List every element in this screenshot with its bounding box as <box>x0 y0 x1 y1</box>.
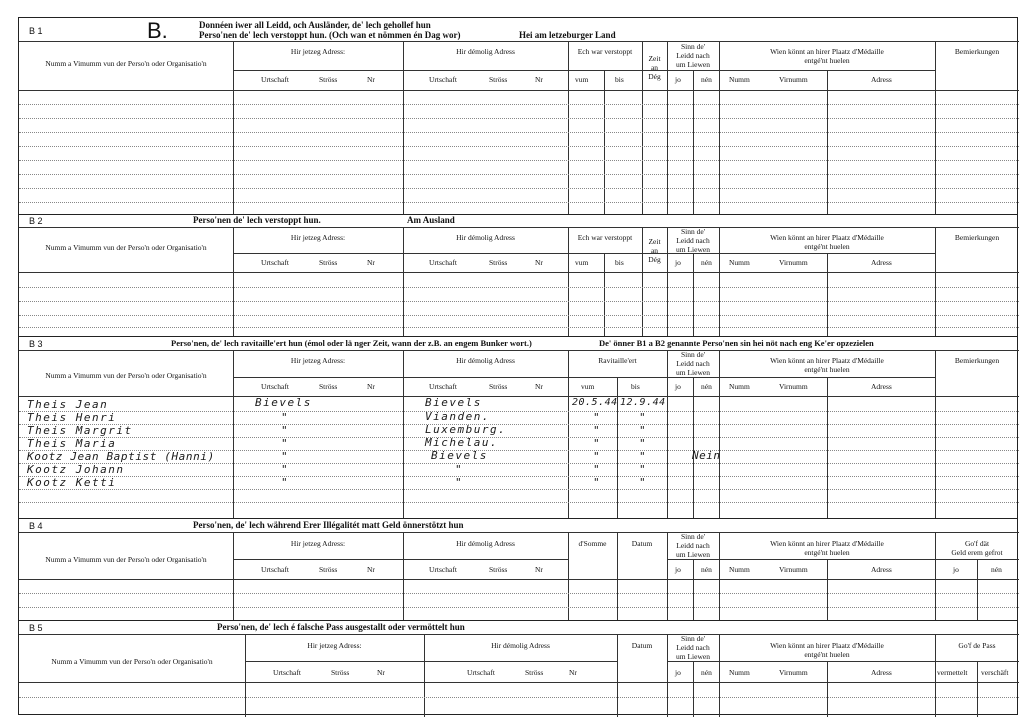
person-name: Theis Maria <box>27 437 117 450</box>
current-town: " <box>281 437 290 450</box>
sub-nr: Nr <box>535 75 543 84</box>
sub-nen: nén <box>701 258 712 267</box>
table-row <box>19 464 1019 477</box>
sub-adress: Adress <box>871 668 892 677</box>
sub-nr: Nr <box>367 382 375 391</box>
former-town: Bievels <box>425 396 482 409</box>
to-date: " <box>639 437 648 450</box>
money-returned-header: Go'f dät Geld erem gefrot <box>951 539 1003 557</box>
sub-ortschaft: Urtschaft <box>273 668 301 677</box>
sub-stross: Ströss <box>319 258 338 267</box>
sub-nr: Nr <box>535 565 543 574</box>
sub-bis: bis <box>615 258 624 267</box>
section-b2 <box>19 214 1017 336</box>
sub-virnumm: Virnumm <box>779 75 808 84</box>
sub-numm: Numm <box>729 668 750 677</box>
sub-nr: Nr <box>535 382 543 391</box>
sub-stross: Ströss <box>489 75 508 84</box>
to-date: " <box>639 424 648 437</box>
section-title: Perso'nen, de' lech ravitaille'ert hun (émol oder lä nger Zeit, wann der z.B. an engem Bunker wort.) <box>171 338 532 348</box>
sub-numm: Numm <box>729 565 750 574</box>
sub-numm: Numm <box>729 258 750 267</box>
person-name: Theis Henri <box>27 411 117 424</box>
name-column-header: Numm a Vimumm vun der Perso'n oder Organisatio'n <box>45 555 207 564</box>
section-label: B 1 <box>29 26 43 36</box>
section-label: B 2 <box>29 216 43 226</box>
ravitaille-header: Ravitaille'ert <box>598 356 637 365</box>
sub-virnumm: Virnumm <box>779 668 808 677</box>
remarks-header: Bemierkungen <box>954 47 1000 56</box>
alive-no-mark: Nein <box>692 449 721 462</box>
to-date: " <box>639 450 648 463</box>
sub-adress: Adress <box>871 75 892 84</box>
from-date: " <box>593 463 602 476</box>
sub-stross: Ströss <box>489 565 508 574</box>
former-address-header: Hir démolig Adress <box>456 356 515 365</box>
zeit-header: Zeit an Dég <box>648 54 661 81</box>
person-name: Theis Margrit <box>27 424 133 437</box>
person-name: Kootz Johann <box>27 463 125 476</box>
former-town: Vianden. <box>425 410 490 423</box>
person-name: Kootz Ketti <box>27 476 117 489</box>
medal-header: Wien könnt an hirer Plaatz d'Médaille entgé'nt huelen <box>770 47 884 65</box>
table-row <box>19 477 1019 490</box>
from-date: " <box>593 424 602 437</box>
sub-stross: Ströss <box>489 382 508 391</box>
sub-jo: jo <box>675 382 681 391</box>
from-date: 20.5.44 <box>572 397 618 408</box>
date-header: Datum <box>631 641 653 650</box>
sub-adress: Adress <box>871 382 892 391</box>
sub-nr: Nr <box>569 668 577 677</box>
sub-nr: Nr <box>367 75 375 84</box>
sub-stross: Ströss <box>319 565 338 574</box>
section-title-right: De' önner B1 a B2 genannte Perso'nen sin hei nöt nach eng Ke'er opzezielen <box>599 338 874 348</box>
sub-nr: Nr <box>535 258 543 267</box>
section-title: Donnéen iwer all Leidd, och Ausländer, de' lech gehollef hun <box>199 20 431 30</box>
date-header: Datum <box>631 539 653 548</box>
sub-verschaft: verschäft <box>981 668 1009 677</box>
current-town: " <box>281 463 290 476</box>
former-town: " <box>455 476 464 489</box>
current-town: " <box>281 424 290 437</box>
sub-virnumm: Virnumm <box>779 382 808 391</box>
current-town: " <box>281 450 290 463</box>
table-row <box>19 396 1019 412</box>
alive-header: Sinn de' Leidd nach um Liewen <box>676 227 710 254</box>
former-town: Michelau. <box>425 436 499 449</box>
sub-bis: bis <box>615 75 624 84</box>
sub-ortschaft: Urtschaft <box>429 258 457 267</box>
pass-header: Go'f de Pass <box>958 641 996 650</box>
former-town: " <box>455 463 464 476</box>
section-title: Perso'nen, de' lech é falsche Pass ausgestallt oder vermöttelt hun <box>217 622 465 632</box>
sub-nr: Nr <box>367 258 375 267</box>
current-town: " <box>281 476 290 489</box>
sub-nen: nén <box>991 565 1002 574</box>
section-title: Perso'nen, de' lech während Erer Illégalitét matt Geld önnerstötzt hun <box>193 520 464 530</box>
to-date: " <box>639 476 648 489</box>
hidden-header: Ech war verstoppt <box>577 47 633 56</box>
section-title-right: Am Ausland <box>407 215 455 225</box>
section-label: B 4 <box>29 521 43 531</box>
remarks-header: Bemierkungen <box>954 233 1000 242</box>
alive-header: Sinn de' Leidd nach um Liewen <box>676 42 710 69</box>
former-address-header: Hir démolig Adress <box>456 539 515 548</box>
medal-header: Wien könnt an hirer Plaatz d'Médaille entgé'nt huelen <box>770 641 884 659</box>
section-subtitle-right: Hei am letzeburger Land <box>519 30 616 40</box>
sub-jo: jo <box>675 565 681 574</box>
name-column-header: Numm a Vimumm vun der Perso'n oder Organisatio'n <box>51 657 213 666</box>
sub-jo: jo <box>953 565 959 574</box>
sub-ortschaft: Urtschaft <box>429 565 457 574</box>
table-row <box>19 451 1019 464</box>
table-row <box>19 412 1019 425</box>
section-subtitle: Perso'nen de' lech verstoppt hun. (Och wan et nömmen én Dag wor) <box>199 30 461 40</box>
former-town: Luxemburg. <box>425 423 507 436</box>
section-b5 <box>19 620 1017 716</box>
sub-nen: nén <box>701 382 712 391</box>
zeit-header: Zeit an Dég <box>648 237 661 264</box>
name-column-header: Numm a Vimumm vun der Perso'n oder Organisatio'n <box>45 371 207 380</box>
sub-stross: Ströss <box>331 668 350 677</box>
sub-stross: Ströss <box>319 75 338 84</box>
current-address-header: Hir jetzeg Adress: <box>290 233 346 242</box>
from-date: " <box>593 476 602 489</box>
to-date: " <box>639 411 648 424</box>
name-column-header: Numm a Vimumm vun der Perso'n oder Organisatio'n <box>45 59 207 68</box>
alive-header: Sinn de' Leidd nach um Liewen <box>676 634 710 661</box>
form-letter: B. <box>147 18 168 43</box>
section-b3 <box>19 336 1017 518</box>
hidden-header: Ech war verstoppt <box>577 233 633 242</box>
sub-jo: jo <box>675 75 681 84</box>
table-row <box>19 425 1019 438</box>
sub-vermettelt: vermettelt <box>937 668 968 677</box>
sub-ortschaft: Urtschaft <box>261 565 289 574</box>
sub-virnumm: Virnumm <box>779 565 808 574</box>
section-title: Perso'nen de' lech verstoppt hun. <box>193 215 321 225</box>
sub-jo: jo <box>675 668 681 677</box>
sub-ortschaft: Urtschaft <box>467 668 495 677</box>
sub-ortschaft: Urtschaft <box>261 75 289 84</box>
current-address-header: Hir jetzeg Adress: <box>290 539 346 548</box>
sub-stross: Ströss <box>525 668 544 677</box>
alive-header: Sinn de' Leidd nach um Liewen <box>676 350 710 377</box>
alive-header: Sinn de' Leidd nach um Liewen <box>676 532 710 559</box>
section-b4 <box>19 518 1017 620</box>
sub-bis: bis <box>631 382 640 391</box>
section-b1 <box>19 18 1017 214</box>
sub-stross: Ströss <box>489 258 508 267</box>
section-label: B 5 <box>29 623 43 633</box>
to-date: 12.9.44 <box>620 397 666 408</box>
former-address-header: Hir démolig Adress <box>456 233 515 242</box>
form-page <box>18 17 1018 715</box>
sub-nen: nén <box>701 75 712 84</box>
sub-nen: nén <box>701 565 712 574</box>
sub-vum: vum <box>575 258 589 267</box>
sub-numm: Numm <box>729 382 750 391</box>
sub-adress: Adress <box>871 565 892 574</box>
sub-vum: vum <box>575 75 589 84</box>
sub-stross: Ströss <box>319 382 338 391</box>
current-address-header: Hir jetzeg Adress: <box>290 47 346 56</box>
sub-vum: vum <box>581 382 595 391</box>
sub-jo: jo <box>675 258 681 267</box>
from-date: " <box>593 437 602 450</box>
section-label: B 3 <box>29 339 43 349</box>
medal-header: Wien könnt an hirer Plaatz d'Médaille entgé'nt huelen <box>770 356 884 374</box>
sum-header: d'Somme <box>578 539 607 548</box>
sub-nen: nén <box>701 668 712 677</box>
remarks-header: Bemierkungen <box>954 356 1000 365</box>
sub-nr: Nr <box>377 668 385 677</box>
sub-ortschaft: Urtschaft <box>429 75 457 84</box>
from-date: " <box>593 450 602 463</box>
sub-adress: Adress <box>871 258 892 267</box>
medal-header: Wien könnt an hirer Plaatz d'Médaille entgé'nt huelen <box>770 233 884 251</box>
current-town: Bievels <box>255 396 312 409</box>
former-address-header: Hir démolig Adress <box>456 47 515 56</box>
current-address-header: Hir jetzeg Adress: <box>290 356 346 365</box>
sub-nr: Nr <box>367 565 375 574</box>
current-address-header: Hir jetzeg Adress: <box>307 641 362 650</box>
from-date: " <box>593 411 602 424</box>
current-town: " <box>281 411 290 424</box>
sub-ortschaft: Urtschaft <box>261 382 289 391</box>
to-date: " <box>639 463 648 476</box>
former-town: Bievels <box>431 449 488 462</box>
medal-header: Wien könnt an hirer Plaatz d'Médaille entgé'nt huelen <box>770 539 884 557</box>
person-name: Kootz Jean Baptist (Hanni) <box>27 450 215 463</box>
sub-ortschaft: Urtschaft <box>261 258 289 267</box>
name-column-header: Numm a Vimumm vun der Perso'n oder Organisatio'n <box>45 243 207 252</box>
sub-ortschaft: Urtschaft <box>429 382 457 391</box>
sub-numm: Numm <box>729 75 750 84</box>
former-address-header: Hir démolig Adress <box>491 641 550 650</box>
person-name: Theis Jean <box>27 398 109 411</box>
sub-virnumm: Virnumm <box>779 258 808 267</box>
